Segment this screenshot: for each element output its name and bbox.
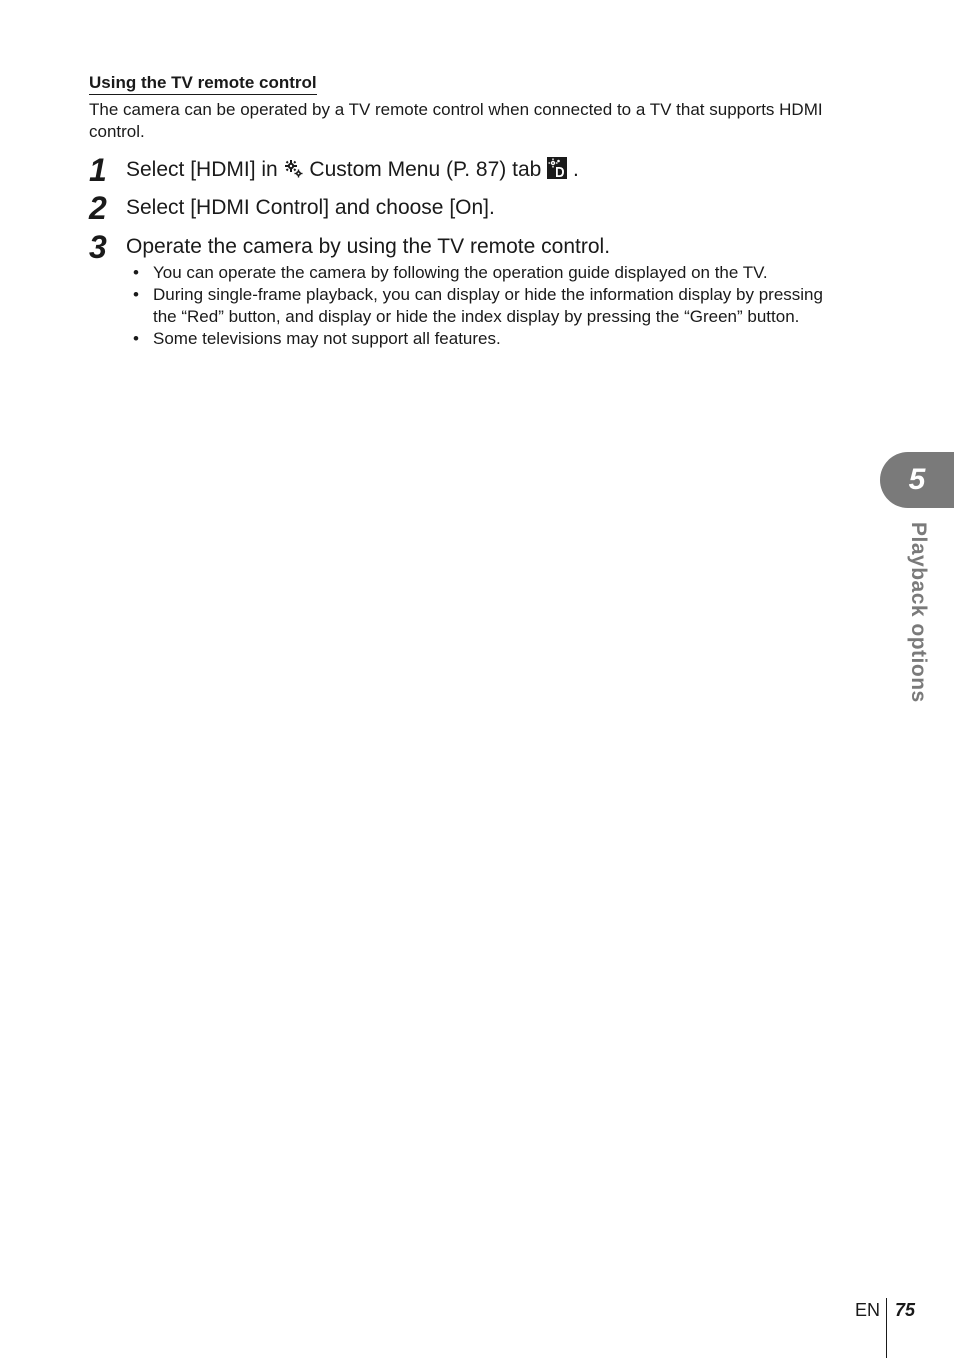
language-code: EN	[855, 1300, 881, 1320]
list-item	[126, 262, 826, 284]
footer-divider	[886, 1298, 887, 1358]
chapter-tab: 5	[880, 452, 954, 508]
page-number: 75	[895, 1300, 916, 1320]
step-text: Operate the camera by using the TV remote control.	[126, 235, 611, 258]
bullet-marker: •	[133, 329, 139, 348]
step-number: 2	[89, 190, 107, 226]
bullet-marker: •	[133, 263, 139, 282]
list-item	[126, 328, 826, 350]
step-text-part: Select [HDMI] in	[126, 158, 278, 181]
step-1	[89, 153, 849, 187]
bullet-text: You can operate the camera by following the operation guide displayed on the TV.	[153, 263, 768, 282]
bullet-marker: •	[133, 285, 139, 304]
step-text: Select [HDMI Control] and choose [On].	[126, 196, 495, 219]
step-3	[89, 230, 849, 264]
section-title: Using the TV remote control	[89, 73, 317, 95]
step-number: 1	[89, 152, 107, 188]
step-number: 3	[89, 229, 107, 265]
bullet-text: During single-frame playback, you can display or hide the information display by pressing the “Red” button, and display or hide the index display by pressing the “Green” button.	[153, 285, 823, 326]
note-list	[126, 262, 826, 350]
step-text-part: .	[573, 158, 579, 181]
step-text	[126, 156, 579, 184]
bullet-text: Some televisions may not support all features.	[153, 329, 501, 348]
custom-menu-gear-icon	[284, 159, 304, 179]
tab-d-icon	[547, 157, 567, 179]
intro-paragraph: The camera can be operated by a TV remote control when connected to a TV that supports HDMI control.	[89, 100, 823, 141]
chapter-label: Playback options	[907, 522, 930, 703]
step-text-part: Custom Menu (P. 87) tab	[309, 158, 542, 181]
step-2	[89, 191, 849, 225]
list-item	[126, 284, 826, 328]
